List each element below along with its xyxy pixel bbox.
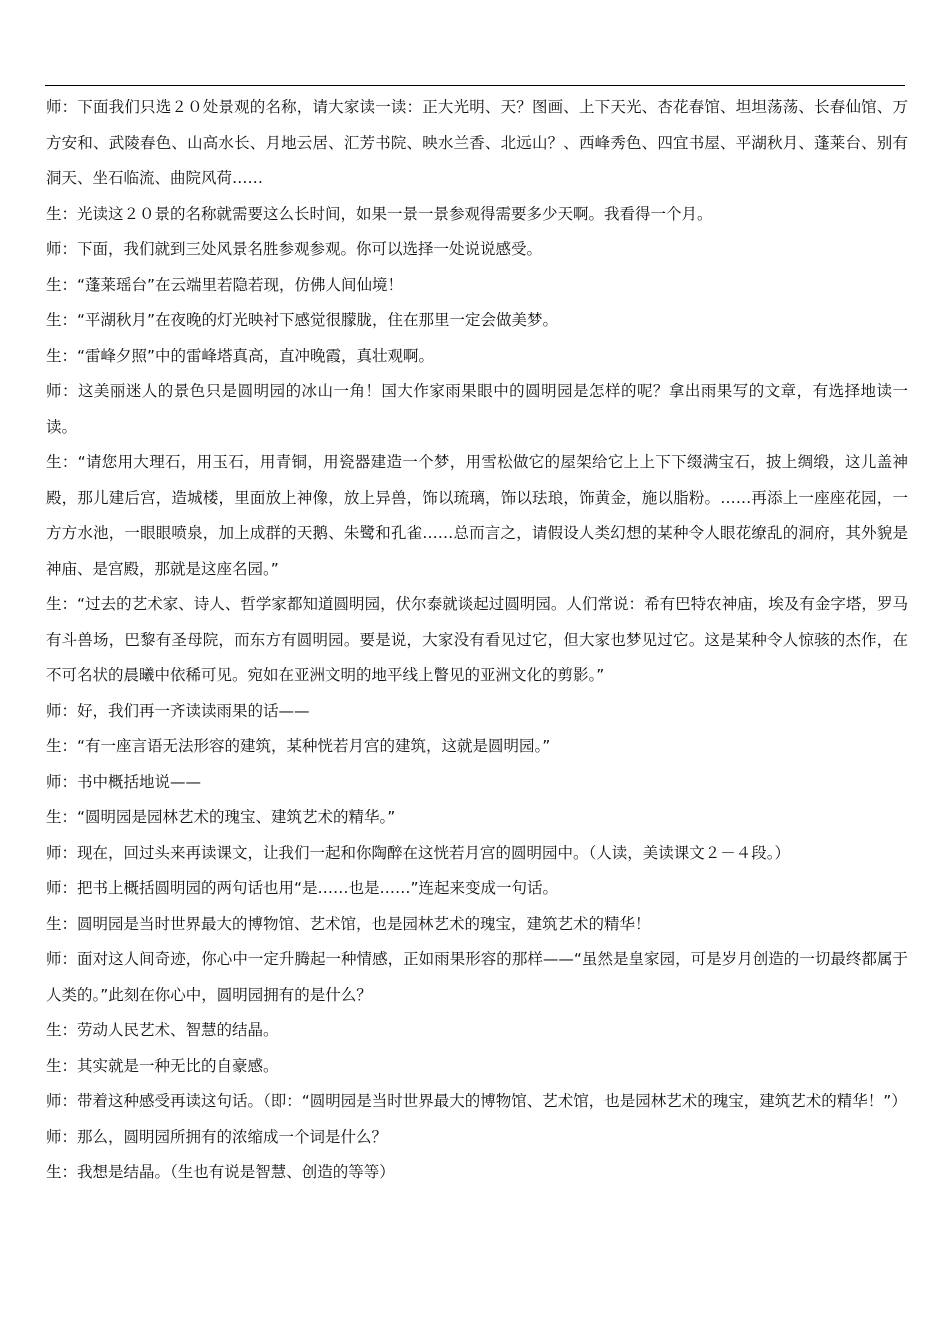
paragraph: 生：“圆明园是园林艺术的瑰宝、建筑艺术的精华。” (46, 808, 396, 826)
paragraph: 生：圆明园是当时世界最大的博物馆、艺术馆，也是园林艺术的瑰宝，建筑艺术的精华！ (46, 914, 651, 933)
paragraph: 生：“蓬莱瑶台”在云端里若隐若现，仿佛人间仙境！ (46, 275, 404, 294)
paragraph: 生：其实就是一种无比的自豪感。 (46, 1056, 279, 1075)
paragraph: 师：现在，回过头来再读课文，让我们一起和你陶醉在这恍若月宫的圆明园中。（人读，美读课文２－４段。） (46, 843, 791, 862)
paragraph: 师：下面，我们就到三处风景名胜参观参观。你可以选择一处说说感受。 (46, 240, 543, 258)
paragraph: 师：好，我们再一齐读读雨果的话—— (46, 701, 310, 720)
paragraph: 师：面对这人间奇迹，你心中一定升腾起一种情感，正如雨果形容的那样——“虽然是皇家园，可是岁月创造的一切最终都属于人类的。”此刻在你心中，圆明园拥有的是什么？ (46, 950, 908, 1004)
header-rule (45, 85, 905, 86)
paragraph: 生：“平湖秋月”在夜晚的灯光映衬下感觉很朦胧，住在那里一定会做美梦。 (46, 311, 559, 329)
paragraph: 生：“有一座言语无法形容的建筑，某种恍若月宫的建筑，这就是圆明园。” (46, 737, 551, 755)
paragraph: 生：我想是结晶。（生也有说是智慧、创造的等等） (46, 1163, 395, 1181)
paragraph: 师：书中概括地说—— (46, 772, 202, 791)
paragraph: 生：“过去的艺术家、诗人、哲学家都知道圆明园，伏尔泰就谈起过圆明园。人们常说：希有巴特农神庙，埃及有金字塔，罗马有斗兽场，巴黎有圣母院，而东方有圆明园。要是说，大家没有看见过它，但大家也梦见过它。这是某种令人惊骇的杰作，在不可名状的晨曦中依稀可见。宛如在亚洲文明的地平线上瞥见的亚洲文化的剪影。” (46, 595, 908, 684)
paragraph: 生：“雷峰夕照”中的雷峰塔真高，直冲晚霞，真壮观啊。 (46, 346, 435, 365)
paragraph: 生：光读这２０景的名称就需要这么长时间，如果一景一景参观得需要多少天啊。我看得一个月。 (46, 204, 713, 223)
paragraph: 师：这美丽迷人的景色只是圆明园的冰山一角！国大作家雨果眼中的圆明园是怎样的呢？拿出雨果写的文章，有选择地读一读。 (46, 382, 908, 436)
paragraph: 生：劳动人民艺术、智慧的结晶。 (46, 1021, 279, 1039)
paragraph: 师：把书上概括圆明园的两句话也用“是……也是……”连起来变成一句话。 (46, 879, 559, 897)
paragraph: 师：下面我们只选２０处景观的名称，请大家读一读：正大光明、天？图画、上下天光、杏花春馆、坦坦荡荡、长春仙馆、万方安和、武陵春色、山高水长、月地云居、汇芳书院、映水兰香、北远山？、西峰秀色、四宜书屋、平湖秋月、蓬莱台、别有洞天、坐石临流、曲院风荷…… (46, 98, 908, 187)
paragraph: 生：“请您用大理石，用玉石，用青铜，用瓷器建造一个梦，用雪松做它的屋架给它上上下下缀满宝石，披上绸缎，这儿盖神殿，那儿建后宫，造城楼，里面放上神像，放上异兽，饰以琉璃，饰以珐琅，饰黄金，施以脂粉。……再添上一座座花园，一方方水池，一眼眼喷泉，加上成群的天鹅、朱鹭和孔雀……总而言之，请假设人类幻想的某种令人眼花缭乱的洞府，其外貌是神庙、是宫殿，那就是这座名园。” (46, 453, 908, 578)
document-body (46, 90, 908, 1191)
paragraph: 师：那么，圆明园所拥有的浓缩成一个词是什么？ (46, 1127, 388, 1146)
paragraph: 师：带着这种感受再读这句话。（即：“圆明园是当时世界最大的博物馆、艺术馆，也是园林艺术的瑰宝，建筑艺术的精华！”） (46, 1092, 907, 1110)
